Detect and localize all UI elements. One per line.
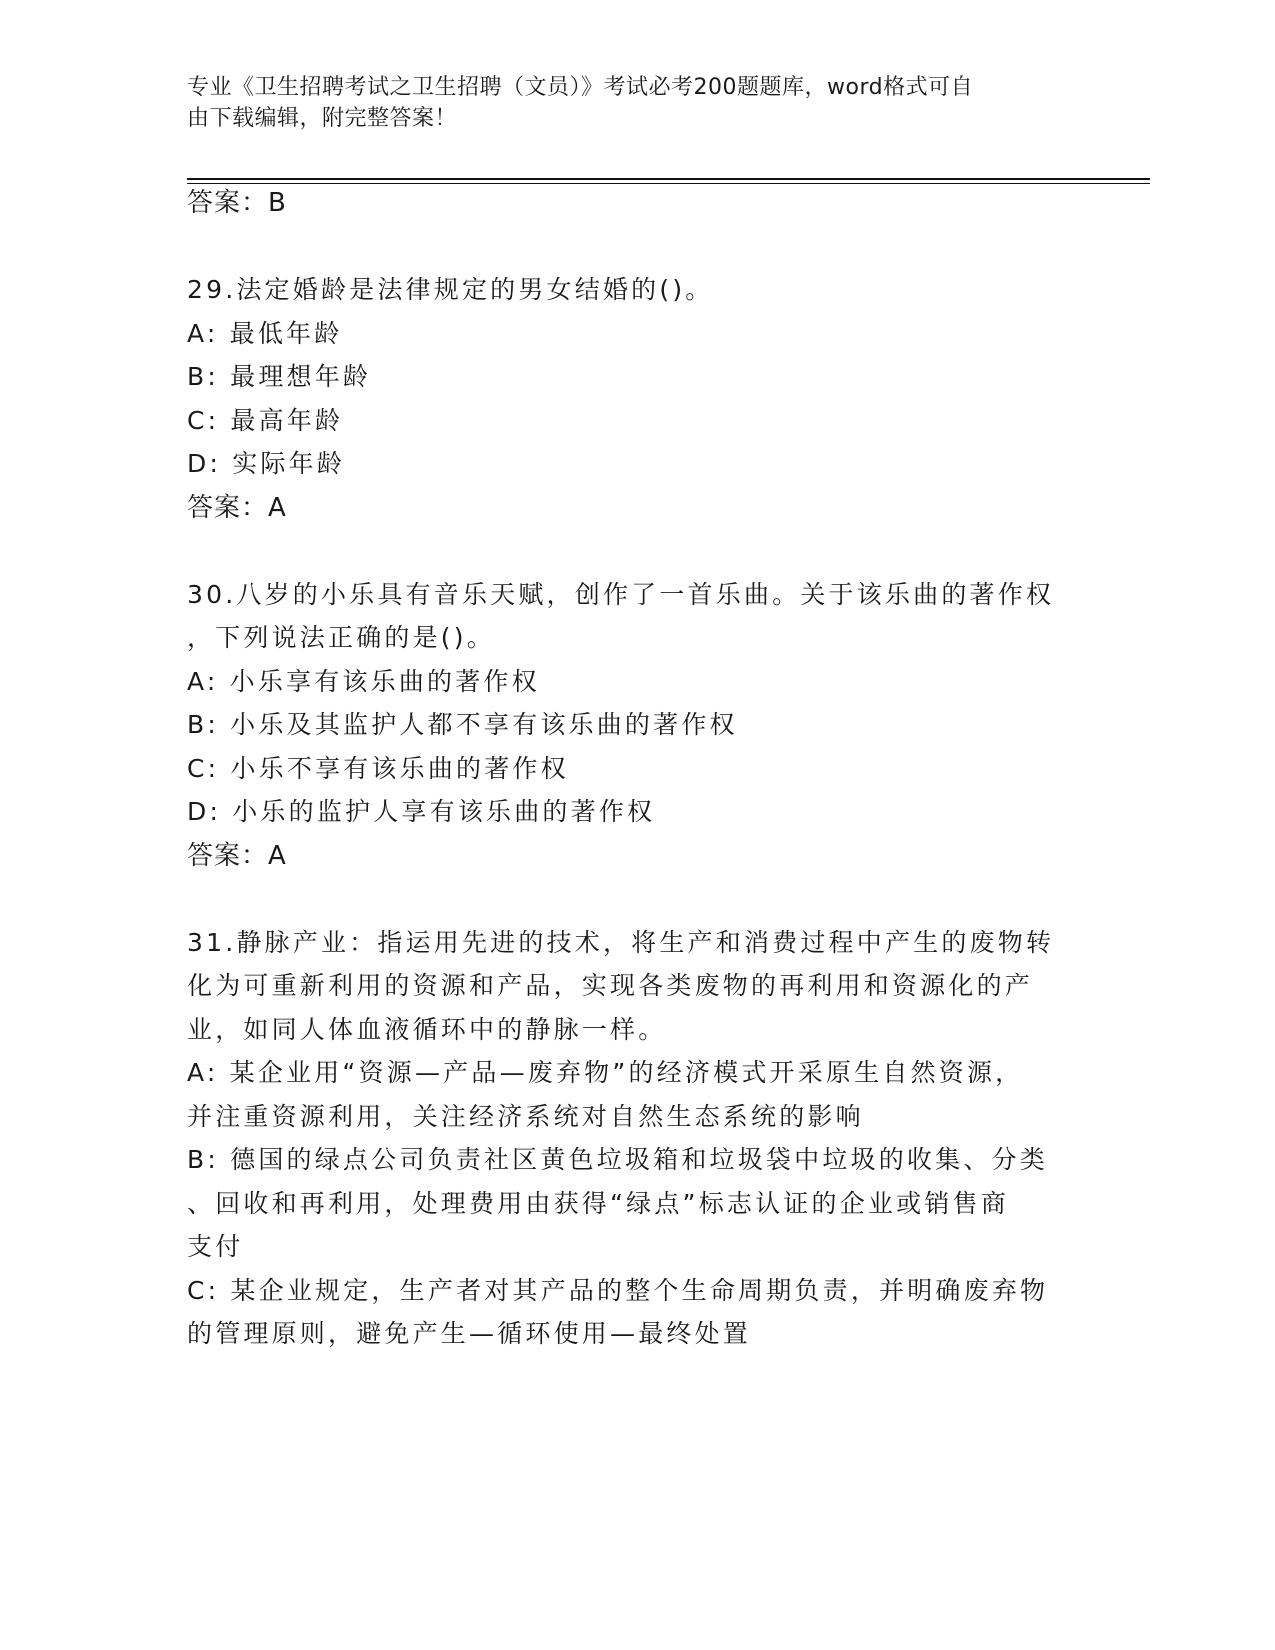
question-29-stem: 29.法定婚龄是法律规定的男女结婚的()。 [187,275,714,304]
question-30-option-d: D: 小乐的监护人享有该乐曲的著作权 [187,797,656,826]
question-30-stem-line-2: ，下列说法正确的是()。 [187,623,495,652]
answer-29: 答案：A [187,493,287,523]
answer-30: 答案：A [187,841,287,871]
question-30-option-c: C: 小乐不享有该乐曲的著作权 [187,754,569,783]
header-line-1: 专业《卫生招聘考试之卫生招聘（文员）》考试必考200题题库，word格式可自 [187,75,974,100]
answer-28: 答案：B [187,188,287,218]
question-31-option-b-line-3: 支付 [187,1232,244,1261]
question-31-stem-line-2: 化为可重新利用的资源和产品，实现各类废物的再利用和资源化的产 [187,971,1034,1000]
document-header [187,72,1067,134]
question-31-stem-line-1: 31.静脉产业：指运用先进的技术，将生产和消费过程中产生的废物转 [187,928,1055,957]
question-29-option-b: B: 最理想年龄 [187,362,372,391]
question-31-option-b-line-2: 、回收和再利用，处理费用由获得“绿点”标志认证的企业或销售商 [187,1189,1009,1218]
header-line-2: 由下载编辑，附完整答案！ [187,106,458,131]
question-31-stem-line-3: 业，如同人体血液循环中的静脉一样。 [187,1015,667,1044]
question-31-option-a-line-1: A: 某企业用“资源—产品—废弃物”的经济模式开采原生自然资源， [187,1058,1024,1087]
header-rule-thick [187,178,1150,180]
question-29-option-a: A: 最低年龄 [187,319,343,348]
question-31-option-c-line-1: C: 某企业规定，生产者对其产品的整个生命周期负责，并明确废弃物 [187,1276,1049,1305]
question-31-option-c-line-2: 的管理原则，避免产生—循环使用—最终处置 [187,1319,752,1348]
question-31-option-a-line-2: 并注重资源利用，关注经济系统对自然生态系统的影响 [187,1102,864,1131]
header-rule-thin [187,183,1150,184]
question-29-option-d: D: 实际年龄 [187,449,346,478]
question-30-option-a: A: 小乐享有该乐曲的著作权 [187,667,540,696]
question-30-option-b: B: 小乐及其监护人都不享有该乐曲的著作权 [187,710,738,739]
question-30-stem-line-1: 30.八岁的小乐具有音乐天赋，创作了一首乐曲。关于该乐曲的著作权 [187,580,1055,609]
question-29-option-c: C: 最高年龄 [187,406,344,435]
question-31-option-b-line-1: B: 德国的绿点公司负责社区黄色垃圾箱和垃圾袋中垃圾的收集、分类 [187,1145,1048,1174]
